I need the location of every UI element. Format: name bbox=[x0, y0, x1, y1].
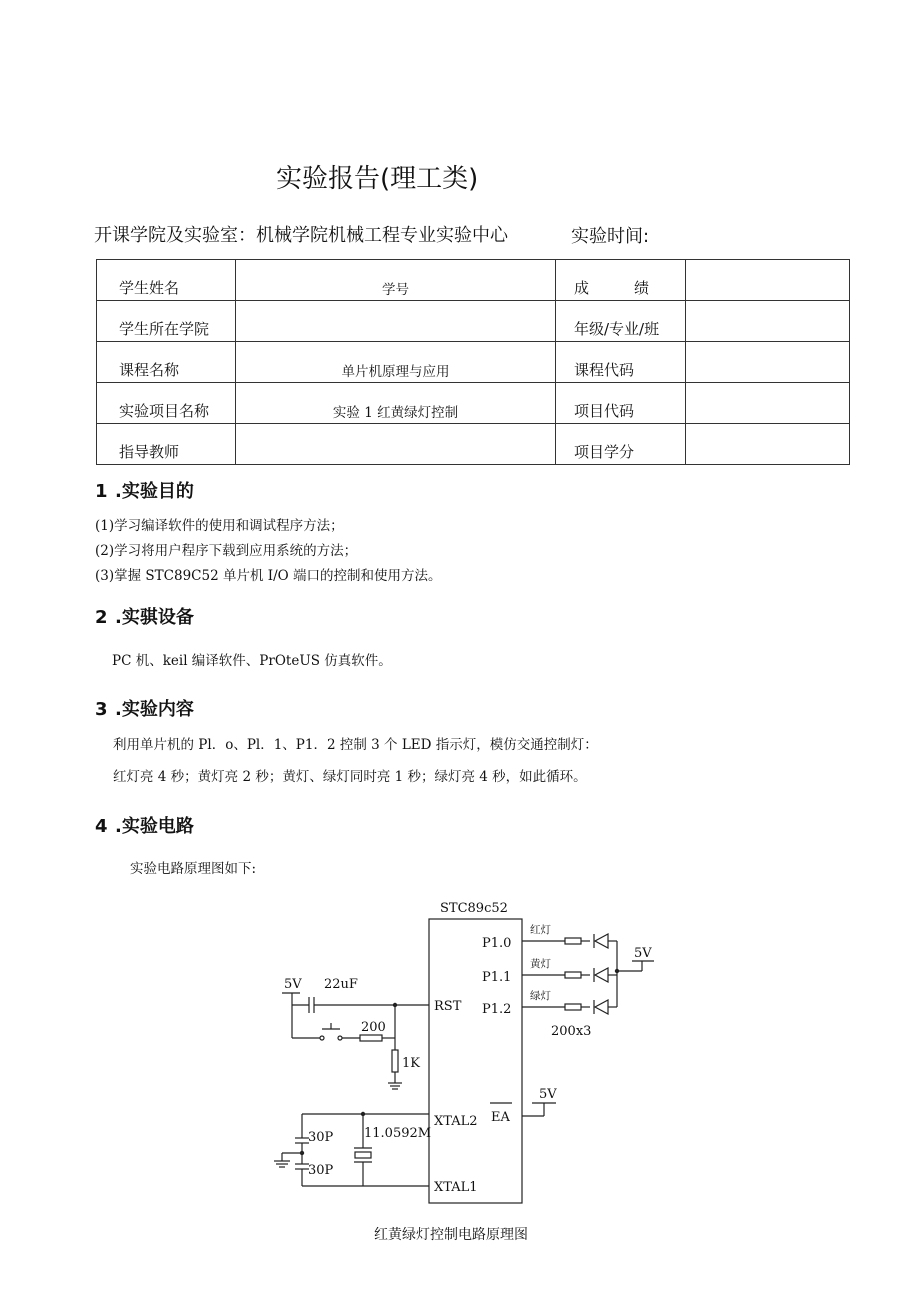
ea-vcc-label: 5V bbox=[539, 1087, 557, 1102]
content-line-2: 红灯亮 4 秒；黄灯亮 2 秒；黄灯、绿灯同时亮 1 秒；绿灯亮 4 秒，如此循环。 bbox=[113, 769, 587, 785]
section-number: 3 bbox=[95, 699, 108, 720]
section-1-heading bbox=[95, 477, 194, 503]
page-title: 实验报告(理工类) bbox=[276, 164, 479, 194]
info-table-row bbox=[97, 342, 850, 383]
info-label: 实验项目名称 bbox=[97, 383, 236, 424]
section-2-heading bbox=[95, 603, 194, 629]
info-label-secondary: 项目代码 bbox=[556, 383, 686, 424]
equipment-text: PC 机、keil 编译软件、PrOteUS 仿真软件。 bbox=[112, 653, 392, 669]
section-number: 4 bbox=[95, 816, 108, 837]
info-table-row bbox=[97, 301, 850, 342]
cap2-label: 30P bbox=[308, 1163, 334, 1178]
info-value-secondary bbox=[686, 301, 850, 342]
led-vcc-label: 5V bbox=[634, 946, 652, 961]
info-value: 实验 1 红黄绿灯控制 bbox=[236, 383, 556, 424]
rst-resistor-1k-label: 1K bbox=[402, 1056, 420, 1071]
pin-ea-label: EA bbox=[491, 1110, 510, 1125]
rst-capacitor-label: 22uF bbox=[324, 977, 358, 992]
section-4-heading bbox=[95, 812, 194, 838]
info-label-secondary: 项目学分 bbox=[556, 424, 686, 465]
info-table-row bbox=[97, 260, 850, 301]
pin-p10-label: P1.0 bbox=[482, 936, 512, 951]
info-table-row bbox=[97, 383, 850, 424]
info-label: 学生所在学院 bbox=[97, 301, 236, 342]
info-value-secondary bbox=[686, 342, 850, 383]
objective-item-3: (3)掌握 STC89C52 单片机 I/O 端口的控制和使用方法。 bbox=[95, 568, 442, 584]
info-value bbox=[236, 424, 556, 465]
section-3-heading bbox=[95, 695, 194, 721]
pin-xtal2-label: XTAL2 bbox=[434, 1114, 478, 1129]
info-value: 单片机原理与应用 bbox=[236, 342, 556, 383]
section-title: .实验目的 bbox=[115, 481, 194, 502]
info-label-secondary: 课程代码 bbox=[556, 342, 686, 383]
circuit-diagram bbox=[262, 895, 672, 1205]
info-label: 指导教师 bbox=[97, 424, 236, 465]
section-title: .实骐设备 bbox=[115, 607, 194, 628]
section-title: .实验电路 bbox=[115, 816, 194, 837]
mcu-label: STC89c52 bbox=[440, 901, 508, 916]
college-lab-label: 开课学院及实验室：机械学院机械工程专业实验中心 bbox=[94, 225, 508, 246]
info-label: 学生姓名 bbox=[97, 260, 236, 301]
mcu-chip-body bbox=[429, 919, 522, 1203]
red-led-label: 红灯 bbox=[530, 924, 551, 936]
info-value-secondary bbox=[686, 260, 850, 301]
pin-xtal1-label: XTAL1 bbox=[434, 1180, 478, 1195]
info-table-row bbox=[97, 424, 850, 465]
pin-p11-label: P1.1 bbox=[482, 970, 512, 985]
info-value-secondary bbox=[686, 424, 850, 465]
info-value bbox=[236, 301, 556, 342]
section-number: 2 bbox=[95, 607, 108, 628]
cap1-label: 30P bbox=[308, 1130, 334, 1145]
info-label-secondary: 年级/专业/班 bbox=[556, 301, 686, 342]
section-number: 1 bbox=[95, 481, 108, 502]
pin-rst-label: RST bbox=[434, 999, 462, 1014]
rst-resistor-200-label: 200 bbox=[361, 1020, 386, 1035]
green-led-label: 绿灯 bbox=[530, 990, 551, 1002]
rst-vcc-label: 5V bbox=[284, 977, 302, 992]
circuit-caption: 红黄绿灯控制电路原理图 bbox=[374, 1227, 528, 1243]
led-resistor-label: 200x3 bbox=[551, 1024, 592, 1039]
content-line-1: 利用单片机的 Pl．o、Pl．1、P1．2 控制 3 个 LED 指示灯，模仿交通控制灯： bbox=[113, 737, 598, 753]
section-title: .实验内容 bbox=[115, 699, 194, 720]
time-label: 实验时间: bbox=[571, 226, 650, 247]
pin-p12-label: P1.2 bbox=[482, 1002, 512, 1017]
yellow-led-label: 黄灯 bbox=[530, 958, 551, 970]
crystal-label: 11.0592M bbox=[364, 1126, 432, 1141]
info-value: 学号 bbox=[236, 260, 556, 301]
objective-item-1: (1)学习编译软件的使用和调试程序方法； bbox=[95, 518, 344, 534]
circuit-intro: 实验电路原理图如下: bbox=[130, 861, 257, 877]
info-label: 课程名称 bbox=[97, 342, 236, 383]
info-value-secondary bbox=[686, 383, 850, 424]
objective-item-2: (2)学习将用户程序下载到应用系统的方法； bbox=[95, 543, 358, 559]
info-label-secondary: 成 绩 bbox=[556, 260, 686, 301]
info-table bbox=[96, 259, 850, 465]
